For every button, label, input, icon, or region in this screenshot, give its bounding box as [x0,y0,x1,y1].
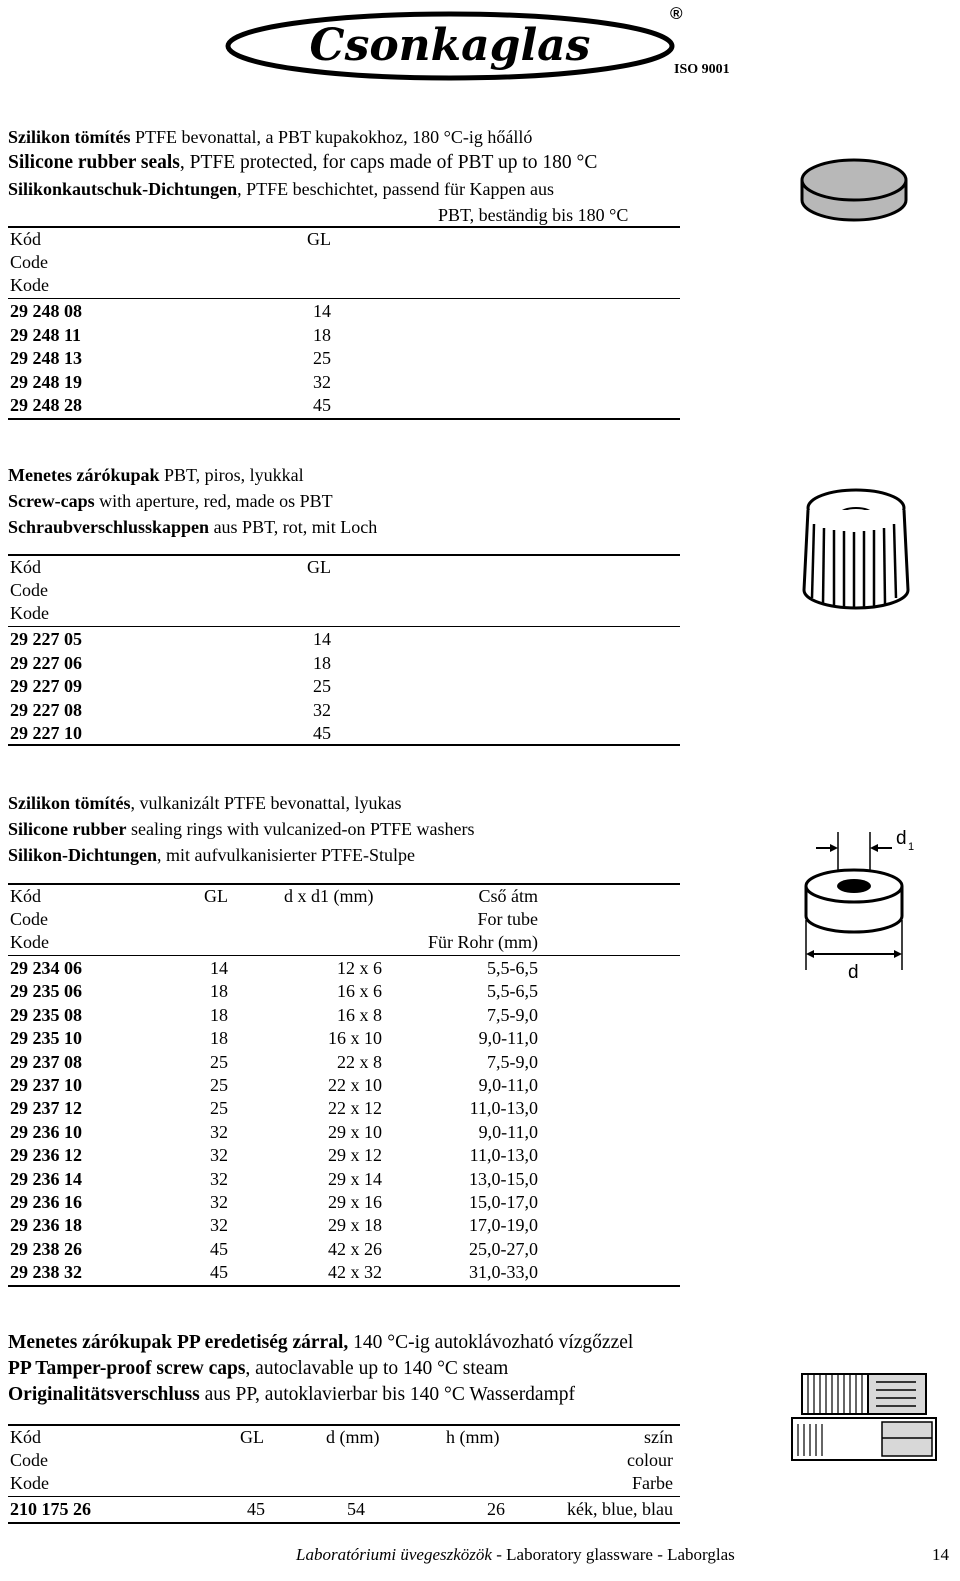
page-footer: Laboratóriumi üvegeszközök - Laboratory glassware - Laborglas 14 [296,1545,949,1564]
title-line: Szilikon tömítés PTFE bevonattal, a PBT kupakokhoz, 180 °C-ig hőálló [8,127,533,147]
table-rule [8,1496,680,1497]
table-header-row: Kode Farbe [10,1473,673,1493]
tamper-proof-cap-image [786,1368,946,1473]
page-number: 14 [932,1545,949,1564]
table-row: 29 234 06 14 12 x 6 5,5-6,5 [10,958,538,978]
table-header-row: Kód GL [10,557,331,577]
section-1-title [8,124,628,228]
title-line: PBT, beständig bis 180 °C [438,205,629,225]
table-row: 29 238 26 45 42 x 26 25,0-27,0 [10,1238,538,1259]
title-line: Screw-caps with aperture, red, made os PBT [8,491,333,511]
table-row: 29 235 10 18 16 x 10 9,0-11,0 [10,1028,538,1049]
registered-mark: ® [670,4,683,23]
table-row: 29 236 10 32 29 x 10 9,0-11,0 [10,1121,538,1142]
section-3-title [8,790,474,868]
table-row: 29 248 19 32 [10,371,331,392]
table-row: 29 236 14 32 29 x 14 13,0-15,0 [10,1168,538,1189]
table-row: 29 248 28 45 [10,395,331,415]
footer-en: Laboratory glassware [506,1545,653,1564]
title-line: Silicone rubber sealing rings with vulcanized-on PTFE washers [8,819,475,839]
table-row: 29 227 09 25 [10,676,331,696]
d1-label: d [896,828,907,849]
d-label: d [848,962,859,983]
table-row: 210 175 26 45 54 26 kék, blue, blau [10,1499,673,1519]
table-row: 29 227 06 18 [10,652,331,673]
section-4-title [8,1330,633,1408]
title-line: PP Tamper-proof screw caps, autoclavable up to 140 °C steam [8,1358,509,1379]
iso-label: ISO 9001 [674,62,730,77]
brand-logo [220,4,740,84]
table-rule [8,744,680,746]
d1-subscript: 1 [908,841,915,853]
title-line: Szilikon tömítés, vulkanizált PTFE bevonattal, lyukas [8,793,402,813]
table-rule [8,1285,680,1287]
table-header-row: Code For tube [10,909,538,929]
table-header-row: Kód GL d (mm) h (mm) szín [10,1427,673,1447]
table-header-row: Kód GL [10,229,331,249]
table-row: 29 235 08 18 16 x 8 7,5-9,0 [10,1004,538,1025]
silicone-seal-image [796,152,912,237]
table-rule [8,955,680,956]
title-line: Silikon-Dichtungen, mit aufvulkanisierter PTFE-Stulpe [8,845,416,865]
table-row: 29 236 12 32 29 x 12 11,0-13,0 [10,1145,538,1166]
table-row: 29 237 12 25 22 x 12 11,0-13,0 [10,1098,538,1119]
table-row: 29 248 13 25 [10,348,331,368]
title-line: Silicone rubber seals, PTFE protected, for caps made of PBT up to 180 °C [8,152,598,173]
table-header-row: Code colour [10,1450,673,1470]
title-line: Originalitätsverschluss aus PP, autoklavierbar bis 140 °C Wasserdampf [8,1384,575,1405]
table-header-row: Kód GL d x d1 (mm) Cső átm [10,886,538,906]
footer-hu: Laboratóriumi üvegeszközök [296,1545,492,1564]
brand-logo-text: Csonkaglas [309,20,591,71]
table-row: 29 236 18 32 29 x 18 17,0-19,0 [10,1215,538,1236]
table-rule [8,418,680,420]
table-row: 29 235 06 18 16 x 6 5,5-6,5 [10,981,538,1002]
table-row: 29 237 10 25 22 x 10 9,0-11,0 [10,1075,538,1095]
table-header-row: Kode Für Rohr (mm) [10,932,538,952]
table-rule [8,626,680,627]
title-line: Menetes zárókupak PP eredetiség zárral, 140 °C-ig autoklávozható vízgőzzel [8,1332,634,1353]
screw-cap-image [796,480,916,620]
table-row: 29 238 32 45 42 x 32 31,0-33,0 [10,1262,538,1283]
table-header-row: Kode [10,275,49,295]
table-row: 29 236 16 32 29 x 16 15,0-17,0 [10,1192,538,1212]
table-row: 29 237 08 25 22 x 8 7,5-9,0 [10,1051,538,1072]
table-rule [8,1522,680,1524]
footer-de: Laborglas [667,1545,735,1564]
title-line: Menetes zárókupak PBT, piros, lyukkal [8,465,304,485]
table-header-row: Code [10,580,48,600]
section-2-title [8,462,377,540]
table-row: 29 227 08 32 [10,699,331,720]
table-header-row: Code [10,252,48,272]
sealing-ring-diagram [800,820,930,990]
table-row: 29 227 05 14 [10,629,331,649]
table-row: 29 248 11 18 [10,324,331,345]
table-rule [8,298,680,299]
table-row: 29 227 10 45 [10,723,331,743]
table-header-row: Kode [10,603,49,623]
title-line: Schraubverschlusskappen aus PBT, rot, mit Loch [8,517,378,537]
title-line: Silikonkautschuk-Dichtungen, PTFE beschichtet, passend für Kappen aus [8,179,555,199]
table-row: 29 248 08 14 [10,301,331,321]
